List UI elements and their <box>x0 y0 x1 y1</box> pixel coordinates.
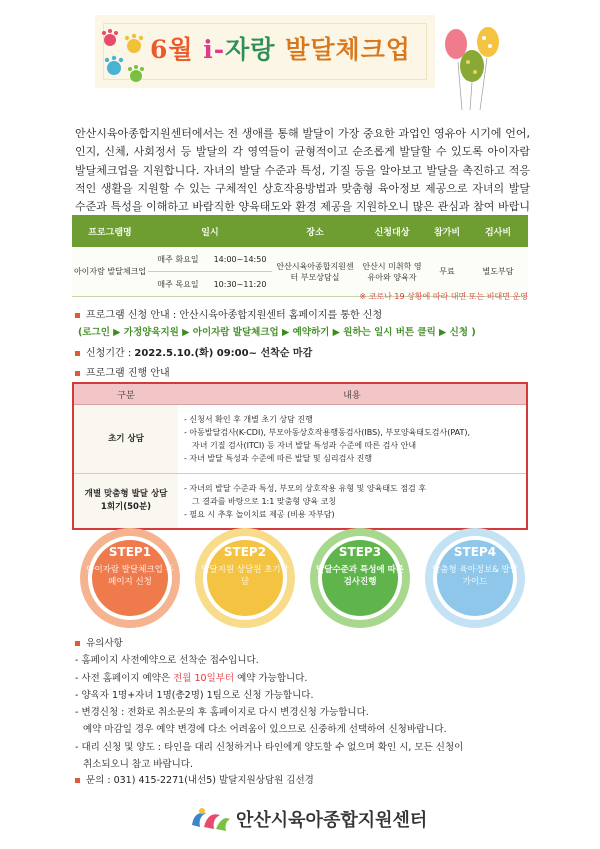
content-line: - 자녀 발달 특성과 수준에 따른 발달 및 심리검사 진행 <box>184 454 373 463</box>
program-name: 아이자람 발달체크업 <box>72 247 148 297</box>
col-program-name: 프로그램명 <box>72 215 148 247</box>
center-logo-text: 안산시육아종합지원센터 <box>236 810 428 831</box>
progress-table <box>72 382 528 530</box>
step-2 <box>190 523 300 633</box>
notes-title <box>75 635 535 652</box>
step-desc: 발달지원 상담원 초기상담 <box>201 565 289 587</box>
col-category: 구분 <box>73 383 178 405</box>
balloons-icon <box>440 22 510 112</box>
contact-info <box>75 772 314 786</box>
content-line: 그 결과를 바탕으로 1:1 맞춤형 양육 코칭 <box>192 496 337 506</box>
row1-day: 매주 화요일 <box>148 247 208 272</box>
step-desc: 맞춤형 육아정보& 발달가이드 <box>432 565 518 587</box>
apply-period-value: 2022.5.10.(화) 09:00~ 선착순 마감 <box>134 348 313 359</box>
apply-info <box>75 306 382 321</box>
custom-consult-session: 1회기(50분) <box>100 502 152 512</box>
handprints-icon <box>96 28 151 88</box>
page-title <box>150 30 411 70</box>
col-place: 장소 <box>272 215 358 247</box>
bullet-icon <box>75 641 80 646</box>
bullet-icon <box>75 351 80 356</box>
note-text: 예약 가능합니다. <box>234 672 308 684</box>
note-line: - 양육자 1명+자녀 1명(총2명) 1팀으로 신청 가능합니다. <box>75 689 314 701</box>
notes-section <box>75 635 535 773</box>
progress-title-text: 프로그램 진행 안내 <box>86 368 170 379</box>
note-line: - 홈페이지 사전예약으로 선착순 접수입니다. <box>75 655 259 667</box>
apply-period-label: 신청기간 : <box>86 348 135 359</box>
center-logo-icon <box>188 805 232 835</box>
apply-period <box>75 344 312 359</box>
bullet-icon <box>75 371 80 376</box>
step-desc: 발달수준과 특성에 따른 검사진행 <box>315 565 405 587</box>
step-label: STEP2 <box>223 545 267 559</box>
step-label: STEP1 <box>108 545 152 559</box>
row-custom-consult <box>73 474 178 530</box>
bullet-icon <box>75 313 80 318</box>
note-text: - 사전 홈페이지 예약은 <box>75 672 174 684</box>
initial-consult-content <box>178 405 527 474</box>
step-3 <box>305 523 415 633</box>
intro-text: 안산시육아종합지원센터에서는 전 생애를 통해 발달이 가장 중요한 과업인 영유아 시기에 언어, 인지, 신체, 사회정서 등 발달의 각 영역들이 균형적이고 순조롭게 발달할 수 있도록 아이자람 발달체크업을 지원합니다. 자녀의 발달 수준과 특성, 기질 등을 알아보고 발달을 촉진하고 적응적인 생활을 지원할 수 있는 구체적인 상호작용방법과 맞춤형 육아정보 제공으로 자녀의 발달 수준과 특성을 이해하고 바람직한 양육태도와 환경 제공을 지원하오니 많은 관심과 참여 바랍니 <box>75 127 530 214</box>
row1-time: 14:00~14:50 <box>208 247 272 272</box>
content-line: - 아동발달검사(K-CDI), 부모아동상호작용행동검사(IBS), 부모양육태도검사(PAT), <box>184 428 471 437</box>
progress-title <box>75 364 170 379</box>
content-line: - 신청서 확인 후 개별 초기 상담 진행 <box>184 415 313 424</box>
row-initial-consult: 초기 상담 <box>73 405 178 474</box>
col-datetime: 일시 <box>148 215 272 247</box>
step-label: STEP3 <box>338 545 382 559</box>
step-4 <box>420 523 530 633</box>
note-line: - 대리 신청 및 양도 : 타인을 대리 신청하거나 타인에게 양도할 수 없으며 확인 시, 모든 신청이 <box>75 741 464 753</box>
col-target: 신청대상 <box>358 215 426 247</box>
note-line <box>75 670 535 687</box>
step-1 <box>75 523 185 633</box>
col-test-fee: 검사비 <box>468 215 528 247</box>
step-label: STEP4 <box>453 545 497 559</box>
row2-time: 10:30~11:20 <box>208 272 272 297</box>
program-fee: 무료 <box>426 247 468 297</box>
note-line: 예약 마감일 경우 예약 변경에 다소 어려움이 있으므로 신중하게 선택하여 신청바랍니다. <box>83 724 447 736</box>
title-i: i- <box>203 35 226 64</box>
contact-text: 문의 : 031) 415-2271(내선5) 발달지원상담원 김선경 <box>86 775 314 786</box>
notes-title-text: 유의사항 <box>86 638 123 649</box>
title-month: 6월 <box>150 35 194 64</box>
col-content: 내용 <box>178 383 527 405</box>
program-table <box>72 215 528 297</box>
program-test-fee: 별도부담 <box>468 247 528 297</box>
step-desc: 아이자람 발달체크업 홈페이지 신청 <box>86 565 174 587</box>
title-rest: 발달체크업 <box>285 35 411 64</box>
program-target: 안산시 미취학 영유아와 양육자 <box>358 247 426 297</box>
steps-diagram <box>75 523 535 633</box>
content-line: 자녀 기질 검사(ITCI) 등 자녀 발달 특성과 수준에 따른 검사 안내 <box>192 441 417 450</box>
content-line: - 자녀의 발달 수준과 특성, 부모의 상호작용 유형 및 양육태도 점검 후 <box>184 483 427 493</box>
note-line: 취소되오니 참고 바랍니다. <box>83 759 194 771</box>
bullet-icon <box>75 778 80 783</box>
note-highlight: 전월 10일부터 <box>173 672 235 684</box>
note-line: - 변경신청 : 전화로 취소문의 후 홈페이지로 다시 변경신청 가능합니다. <box>75 707 369 719</box>
content-line: - 필요 시 추후 놀이치료 제공 (비용 자부담) <box>184 509 335 519</box>
program-place: 안산시육아종합지원센터 부모상담실 <box>272 247 358 297</box>
custom-consult-title: 개별 맞춤형 발달 상담 <box>84 489 168 499</box>
row2-day: 매주 목요일 <box>148 272 208 297</box>
apply-path: (로그인 ▶ 가정양육지원 ▶ 아이자람 발달체크업 ▶ 예약하기 ▶ 원하는 일시 버튼 클릭 ▶ 신청 ) <box>78 327 476 338</box>
apply-info-text: 프로그램 신청 안내 : 안산시육아종합지원센터 홈페이지를 통한 신청 <box>86 310 383 321</box>
custom-consult-content <box>178 474 527 530</box>
title-name: 자랑 <box>225 35 276 64</box>
covid-note: ※ 코로나 19 상황에 따라 대면 또는 비대면 운영 <box>359 292 528 301</box>
col-fee: 참가비 <box>426 215 468 247</box>
